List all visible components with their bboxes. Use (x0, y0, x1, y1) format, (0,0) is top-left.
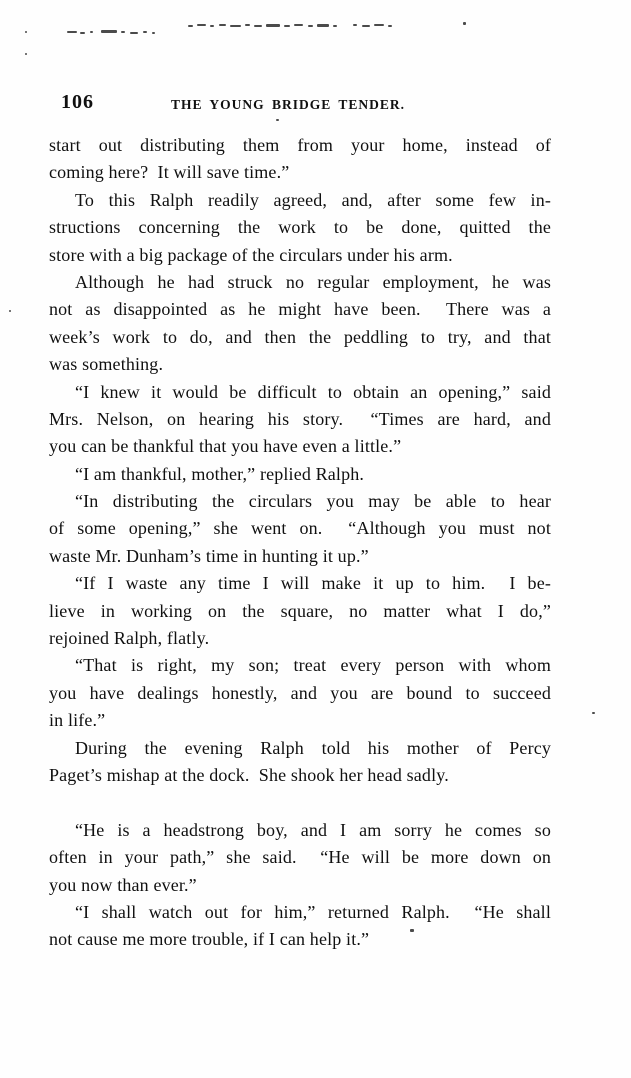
text-line: in life.” (49, 710, 106, 731)
scan-artifact (152, 32, 155, 34)
scan-artifact (266, 24, 280, 27)
scan-artifact (219, 24, 226, 26)
scan-artifact (308, 25, 313, 27)
scan-artifact (210, 25, 214, 27)
text-line: store with a big package of the circulars under his arm. (49, 244, 453, 265)
text-line: During the evening Ralph told his mother of Percy (75, 737, 551, 758)
text-line: coming here? It will save time.” (49, 162, 290, 183)
scan-artifact (130, 32, 138, 34)
scan-artifact (463, 22, 466, 25)
running-header: THE YOUNG BRIDGE TENDER. (170, 97, 406, 112)
text-line: “I knew it would be difficult to obtain an opening,” said (75, 381, 551, 402)
text-line: of some opening,” she went on. “Although you must not (49, 518, 551, 539)
scan-artifact (592, 712, 595, 714)
scan-artifact (284, 25, 290, 27)
scan-artifact (276, 119, 279, 121)
scan-artifact (294, 24, 303, 26)
scan-artifact (230, 25, 241, 27)
scan-artifact (80, 32, 85, 34)
text-line: you have dealings honestly, and you are bound to succeed (49, 682, 551, 703)
scan-artifact (317, 24, 329, 27)
text-line: often in your path,” she said. “He will be more down on (49, 847, 551, 868)
scan-artifact (254, 25, 262, 27)
text-line: not cause me more trouble, if I can help it.” (49, 929, 370, 950)
scan-artifact (188, 25, 193, 27)
text-line: Although he had struck no regular employment, he was (75, 271, 551, 292)
scan-artifact (245, 24, 250, 26)
text-line: rejoined Ralph, flatly. (49, 628, 210, 649)
text-line: “I am thankful, mother,” replied Ralph. (75, 463, 365, 484)
scan-artifact (121, 31, 125, 33)
scan-artifact (374, 24, 384, 26)
text-line: start out distributing them from your home, instead of (49, 135, 551, 155)
text-line: waste Mr. Dunham’s time in hunting it up.” (49, 545, 369, 566)
text-line: To this Ralph readily agreed, and, after some few in- (75, 189, 551, 210)
text-line: structions concerning the work to be done, quitted the (49, 217, 551, 238)
text-line: Paget’s mishap at the dock. She shook her head sadly. (49, 764, 449, 785)
scan-artifact (101, 30, 117, 33)
scan-artifact (25, 31, 27, 33)
text-line: “He is a headstrong boy, and I am sorry he comes so (75, 819, 551, 840)
text-line: Mrs. Nelson, on hearing his story. “Times are hard, and (49, 408, 551, 429)
scan-artifact (362, 25, 370, 27)
page-number: 106 (61, 91, 94, 113)
scan-artifact (90, 31, 93, 33)
text-line: “In distributing the circulars you may be able to hear (75, 491, 551, 512)
text-line: week’s work to do, and then the peddling to try, and that (49, 326, 551, 347)
text-line: “That is right, my son; treat every person with whom (75, 655, 551, 676)
scan-artifact (25, 53, 27, 55)
scan-artifact (388, 25, 392, 27)
scan-artifact (143, 31, 147, 33)
scan-artifact (197, 24, 206, 26)
scan-artifact (333, 25, 337, 27)
text-line: was something. (49, 354, 164, 375)
page-text (49, 132, 551, 954)
text-line: not as disappointed as he might have been. There was a (49, 299, 551, 320)
blank-line (49, 789, 551, 816)
text-line: “If I waste any time I will make it up to him. I be- (75, 573, 551, 594)
scan-artifact (9, 310, 11, 312)
scan-artifact (353, 24, 357, 26)
scan-artifact (410, 929, 414, 932)
text-line: you now than ever.” (49, 874, 197, 895)
scan-artifact (67, 31, 77, 33)
text-line: “I shall watch out for him,” returned Ralph. “He shall (75, 901, 551, 922)
text-line: you can be thankful that you have even a little.” (49, 436, 402, 457)
text-line: lieve in working on the square, no matter what I do,” (49, 600, 551, 621)
